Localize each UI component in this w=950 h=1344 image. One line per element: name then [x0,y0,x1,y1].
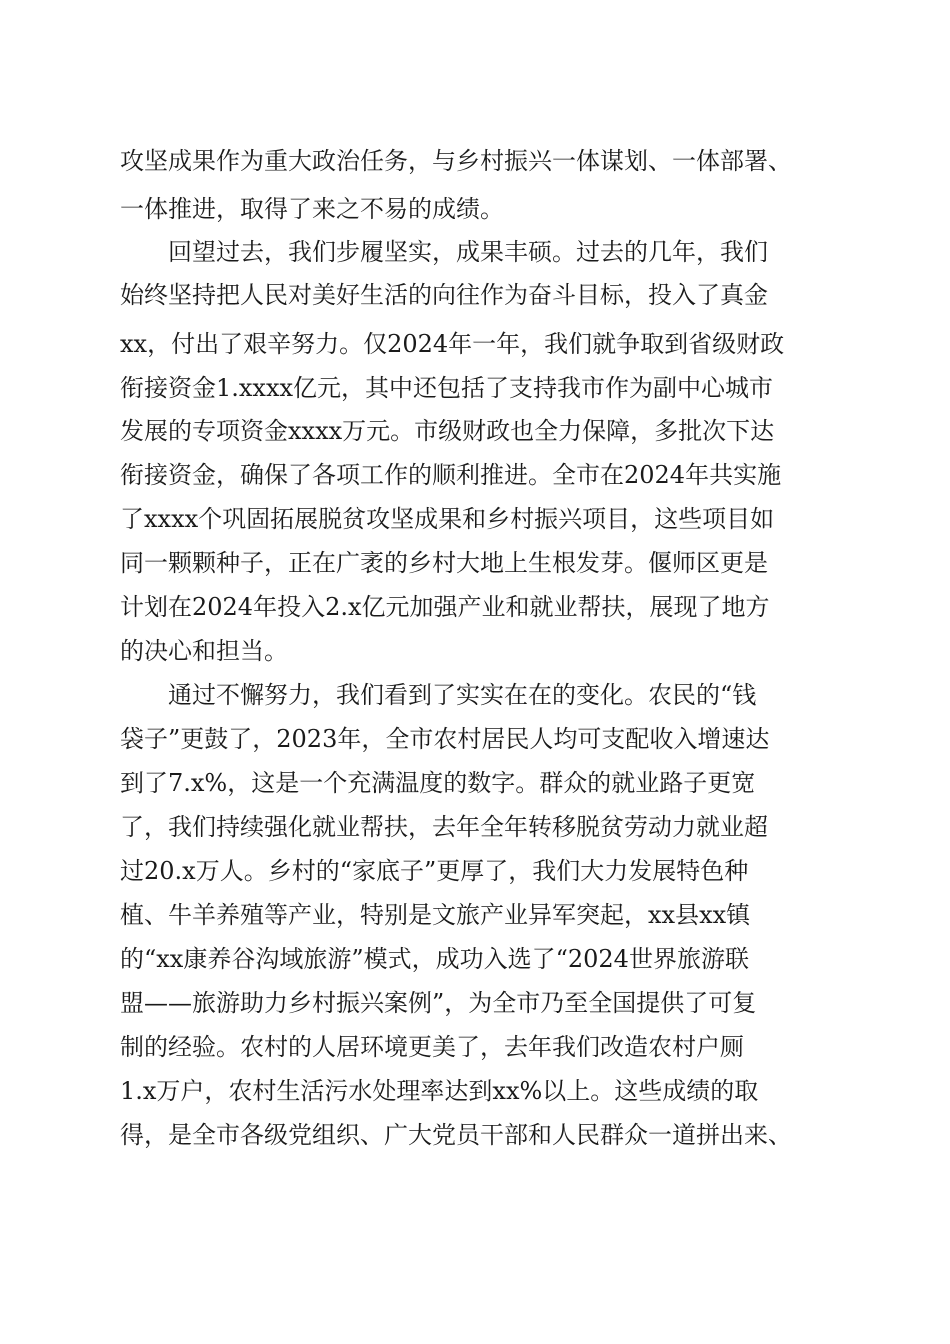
text-line [0,582,950,632]
text-line-content: 通过不懈努力，我们看到了实实在在的变化。农民的“钱 [168,681,757,709]
text-line [0,846,950,896]
text-line-content: 过20.x万人。乡村的“家底子”更厚了，我们大力发展特色种 [120,857,749,885]
text-line-content: 的决心和担当。 [120,637,288,665]
text-line-content: 一体推进，取得了来之不易的成绩。 [120,195,504,223]
text-line-content: xx，付出了艰辛努力。仅2024年一年，我们就争取到省级财政 [120,330,785,358]
text-line [0,934,950,984]
text-line-content: 盟——旅游助力乡村振兴案例”，为全市乃至全国提供了可复 [120,989,757,1017]
text-line-content: 始终坚持把人民对美好生活的向往作为奋斗目标，投入了真金 [120,281,768,309]
text-line-content: 植、牛羊养殖等产业，特别是文旅产业异军突起，xx县xx镇 [120,901,751,929]
text-line-content: 制的经验。农村的人居环境更美了，去年我们改造农村户厕 [120,1033,744,1061]
text-line [0,450,950,500]
text-line-content: 同一颗颗种子，正在广袤的乡村大地上生根发芽。偃师区更是 [120,549,768,577]
text-line-content: 计划在2024年投入2.x亿元加强产业和就业帮扶，展现了地方 [120,593,770,621]
text-line [0,406,950,456]
text-line [0,319,950,369]
text-line-content: 袋子”更鼓了，2023年，全市农村居民人均可支配收入增速达 [120,725,770,753]
text-line-content: 的“xx康养谷沟域旅游”模式，成功入选了“2024世界旅游联 [120,945,749,973]
text-line-content: 到了7.x%，这是一个充满温度的数字。群众的就业路子更宽 [120,769,756,797]
text-line [0,890,950,940]
text-line-content: 发展的专项资金xxxx万元。市级财政也全力保障，多批次下达 [120,417,775,445]
text-line [0,136,950,186]
text-line [0,802,950,852]
text-line-content: 得，是全市各级党组织、广大党员干部和人民群众一道拼出来、 [120,1121,792,1149]
text-line [0,758,950,808]
text-line-content: 衔接资金1.xxxx亿元，其中还包括了支持我市作为副中心城市 [120,374,774,402]
text-line [0,494,950,544]
text-line-content: 回望过去，我们步履坚实，成果丰硕。过去的几年，我们 [168,238,768,266]
text-line [0,978,950,1028]
text-line-content: 衔接资金，确保了各项工作的顺利推进。全市在2024年共实施 [120,461,782,489]
text-line-content: 了xxxx个巩固拓展脱贫攻坚成果和乡村振兴项目，这些项目如 [120,505,775,533]
text-line [0,1066,950,1116]
text-line [0,714,950,764]
text-line-content: 攻坚成果作为重大政治任务，与乡村振兴一体谋划、一体部署、 [120,147,792,175]
text-line [0,626,950,676]
text-line-content: 1.x万户，农村生活污水处理率达到xx%以上。这些成绩的取 [120,1077,759,1105]
text-line [0,1110,950,1160]
text-line-content: 了，我们持续强化就业帮扶，去年全年转移脱贫劳动力就业超 [120,813,768,841]
text-line [0,670,950,720]
text-line [0,538,950,588]
text-line [0,1022,950,1072]
text-line [0,270,950,320]
